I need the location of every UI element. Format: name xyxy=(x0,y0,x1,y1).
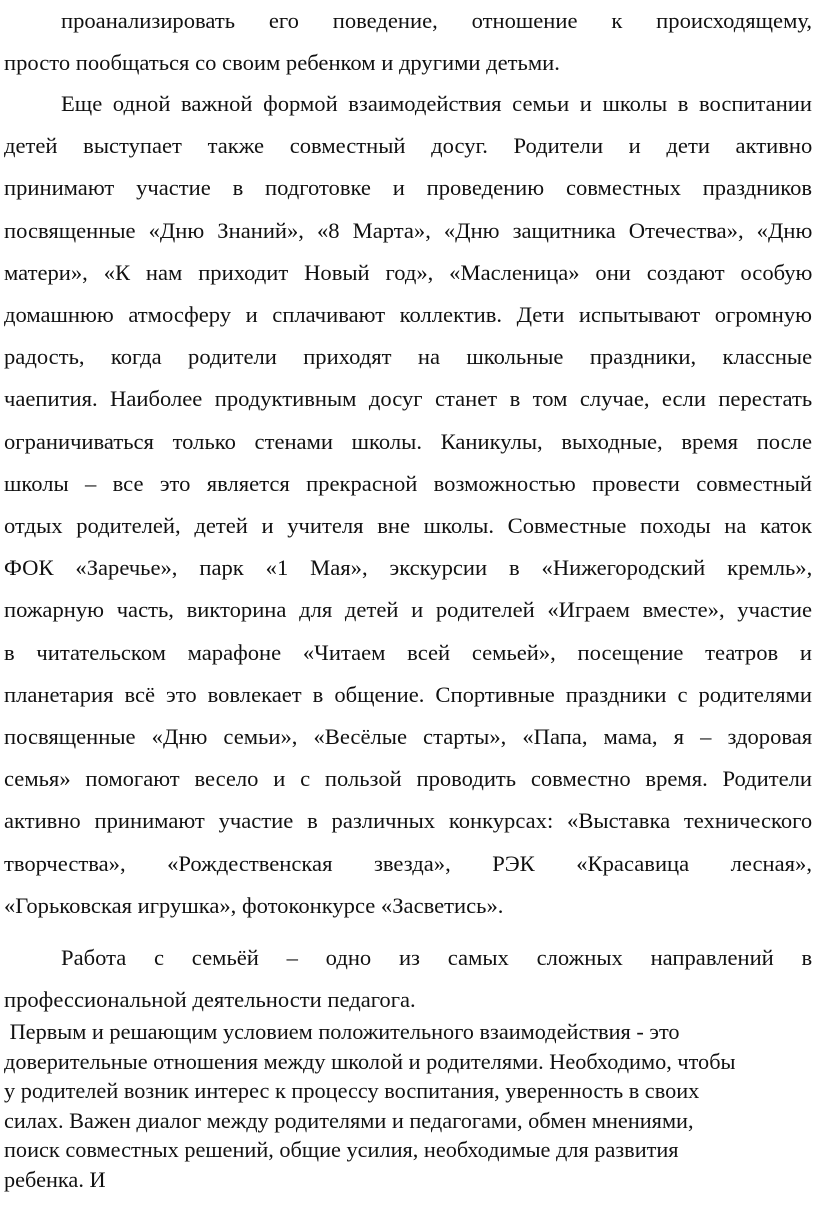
text-line: силах. Важен диалог между родителями и педагогами, обмен мнениями, xyxy=(4,1107,694,1133)
text-line: у родителей возник интерес к процессу воспитания, уверенность в своих xyxy=(4,1078,700,1104)
text-line: домашнюю атмосферу и сплачивают коллектив. Дети испытывают огромную xyxy=(4,302,812,328)
text-line: планетария всё это вовлекает в общение. Спортивные праздники с родителями xyxy=(4,681,812,707)
text-line: поиск совместных решений, общие усилия, необходимые для развития xyxy=(4,1137,679,1163)
text-line: ребенка. И xyxy=(4,1166,106,1192)
text-line: проанализировать его поведение, отношение к происходящему, xyxy=(61,8,813,33)
paragraph-4 xyxy=(4,1017,810,1195)
text-line: матери», «К нам приходит Новый год», «Масленица» они создают особую xyxy=(4,259,813,285)
text-line: «Горьковская игрушка», фотоконкурсе «Засветись». xyxy=(4,892,504,918)
paragraph-1 xyxy=(4,0,812,84)
text-line: чаепития. Наиболее продуктивным досуг станет в том случае, если перестать xyxy=(4,386,813,412)
text-line: принимают участие в подготовке и проведению совместных праздников xyxy=(4,175,813,201)
text-line: доверительные отношения между школой и родителями. Необходимо, чтобы xyxy=(4,1048,736,1074)
text-line: просто пообщаться со своим ребенком и другими детьми. xyxy=(4,49,560,75)
text-line: Работа с семьёй – одно из самых сложных направлений в xyxy=(61,945,813,970)
text-line: ограничиваться только стенами школы. Каникулы, выходные, время после xyxy=(4,428,812,454)
text-line: пожарную часть, викторина для детей и родителей «Играем вместе», участие xyxy=(4,597,812,623)
text-line: Первым и решающим условием положительного взаимодействия - это xyxy=(4,1019,680,1044)
text-line: творчества», «Рождественская звезда», РЭК «Красавица лесная», xyxy=(4,850,812,876)
text-line: школы – все это является прекрасной возможностью провести совместный xyxy=(4,470,812,496)
text-line: активно принимают участие в различных конкурсах: «Выставка технического xyxy=(4,808,813,834)
text-line: посвященные «Дню семьи», «Весёлые старты», «Папа, мама, я – здоровая xyxy=(4,724,813,750)
text-line: радость, когда родители приходят на школьные праздники, классные xyxy=(4,344,813,370)
text-line: в читательском марафоне «Читаем всей семьей», посещение театров и xyxy=(4,639,812,665)
paragraph-3 xyxy=(4,937,812,1021)
text-line: семья» помогают весело и с пользой проводить совместно время. Родители xyxy=(4,766,812,792)
text-line: ФОК «Заречье», парк «1 Мая», экскурсии в «Нижегородский кремль», xyxy=(4,555,813,581)
text-line: отдых родителей, детей и учителя вне школы. Совместные походы на каток xyxy=(4,513,812,539)
text-line: профессиональной деятельности педагога. xyxy=(4,987,416,1012)
paragraph-2 xyxy=(4,83,812,927)
text-line: детей выступает также совместный досуг. Родители и дети активно xyxy=(4,133,813,159)
text-line: посвященные «Дню Знаний», «8 Марта», «Дню защитника Отечества», «Дню xyxy=(4,217,813,243)
text-line: Еще одной важной формой взаимодействия семьи и школы в воспитании xyxy=(61,91,812,116)
